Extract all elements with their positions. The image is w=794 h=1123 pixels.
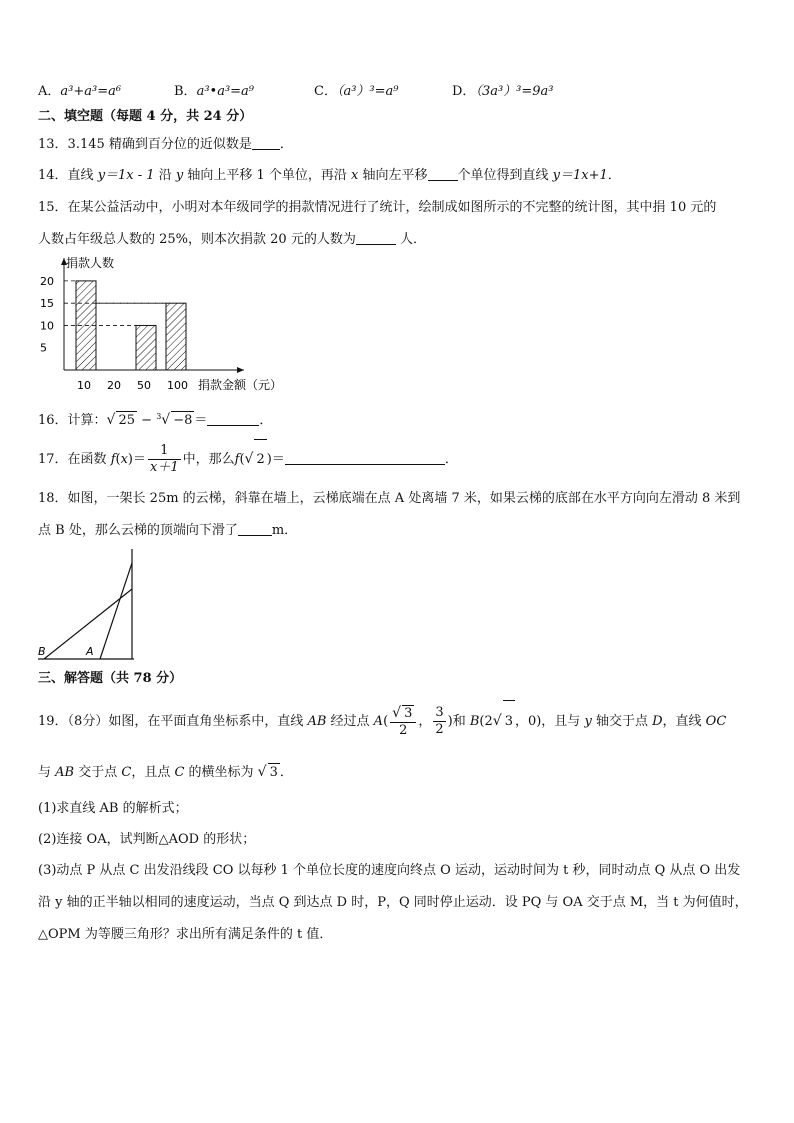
x-axis-label: 捐款金额（元） <box>198 378 283 392</box>
a-x-fraction: $\frac{√ 3}{2}$ <box>390 705 416 739</box>
q14: 14．直线 y＝1x - 1 沿 y 轴向上平移 1 个单位，再沿 x 轴向左平移 个单位得到直线 y＝1x+1． <box>38 168 621 183</box>
y-tick-label: 10 <box>40 319 54 333</box>
x-axis-arrow <box>237 367 244 373</box>
donation-bar-chart <box>30 252 350 402</box>
q19-line1: 19．（8分）如图，在平面直角坐标系中，直线 AB 经过点 A( $\frac{√ 3}{2}$ ， $\frac{3}{2}$ )和 B(2√ 3 ，0)，且与 y 轴交于点 D，直线 OC <box>38 700 726 743</box>
option-c: C．（a³）³=a⁹ <box>314 84 399 99</box>
q19-line2: 与 AB 交于点 C，且点 C 的横坐标为 √ 3 ． <box>38 764 293 780</box>
q16-blank[interactable] <box>207 411 259 426</box>
x-tick-label: 20 <box>107 379 121 392</box>
y-tick-label: 20 <box>40 274 54 288</box>
q16: 16．计算：√ 25 − $^3$√ −8 ＝ ． <box>38 412 273 428</box>
q17: 17．在函数 f(x)＝ $\frac{1}{x+1}$ 中，那么f(√ 2 )＝ ． <box>38 439 458 480</box>
option-d: D．（3a³）³=9a³ <box>452 84 554 99</box>
q18-line1: 18．如图，一架长 25m 的云梯，斜靠在墙上，云梯底端在点 A 处离墙 7 米，如果云梯的底部在水平方向向左滑动 8 米到 <box>38 491 741 506</box>
x-tick-label: 100 <box>167 379 188 392</box>
q12-options <box>38 83 738 101</box>
q17-blank[interactable] <box>285 450 445 465</box>
q19-sub3-line3: △OPM 为等腰三角形？求出所有满足条件的 t 值． <box>38 927 333 942</box>
point-b-label: B <box>38 645 46 658</box>
q19-sub3-line2: 沿 y 轴的正半轴以相同的速度运动，当点 Q 到达点 D 时，P，Q 同时停止运动．设 PQ 与 OA 交于点 M，当 t 为何值时， <box>38 895 748 910</box>
y-tick-label: 5 <box>40 341 47 355</box>
q15-line1: 15．在某公益活动中，小明对本年级同学的捐款情况进行了统计，绘制成如图所示的不完整的统计图，其中捐 10 元的 <box>38 200 717 215</box>
y-axis-label: 捐款人数 <box>66 256 115 270</box>
q15-line2: 人数占年级总人数的 25%，则本次捐款 20 元的人数为 人． <box>38 232 426 247</box>
q13: 13．3.145 精确到百分位的近似数是 ． <box>38 137 293 152</box>
section2-title: 二、填空题（每题 4 分，共 24 分） <box>38 109 253 124</box>
q15-blank[interactable] <box>356 230 396 245</box>
q13-blank[interactable] <box>252 135 280 150</box>
option-b: B．a³•a³=a⁹ <box>174 84 255 99</box>
bar-50 <box>136 325 156 370</box>
option-a: A．a³+a³=a⁶ <box>38 84 122 99</box>
q18-blank[interactable] <box>238 521 272 536</box>
x-tick-label: 50 <box>137 379 151 392</box>
x-tick-label: 10 <box>77 379 91 392</box>
point-a-label: A <box>86 645 94 658</box>
a-y-fraction: $\frac{3}{2}$ <box>435 705 444 737</box>
q18-line2: 点 B 处，那么云梯的顶端向下滑了 m． <box>38 523 298 538</box>
bar-100 <box>166 303 186 370</box>
q19-sub2: (2)连接 OA，试判断△AOD 的形状； <box>38 832 256 847</box>
q19-sub1: (1)求直线 AB 的解析式； <box>38 801 188 816</box>
ladder-figure <box>34 545 154 665</box>
y-tick-label: 15 <box>40 297 54 311</box>
section3-title: 三、解答题（共 78 分） <box>38 671 183 686</box>
q17-fraction: $\frac{1}{x+1}$ <box>150 443 179 475</box>
q14-blank[interactable] <box>428 166 458 181</box>
q19-sub3-line1: (3)动点 P 从点 C 出发沿线段 CO 以每秒 1 个单位长度的速度向终点 O 运动，运动时间为 t 秒，同时动点 Q 从点 O 出发 <box>38 863 741 878</box>
